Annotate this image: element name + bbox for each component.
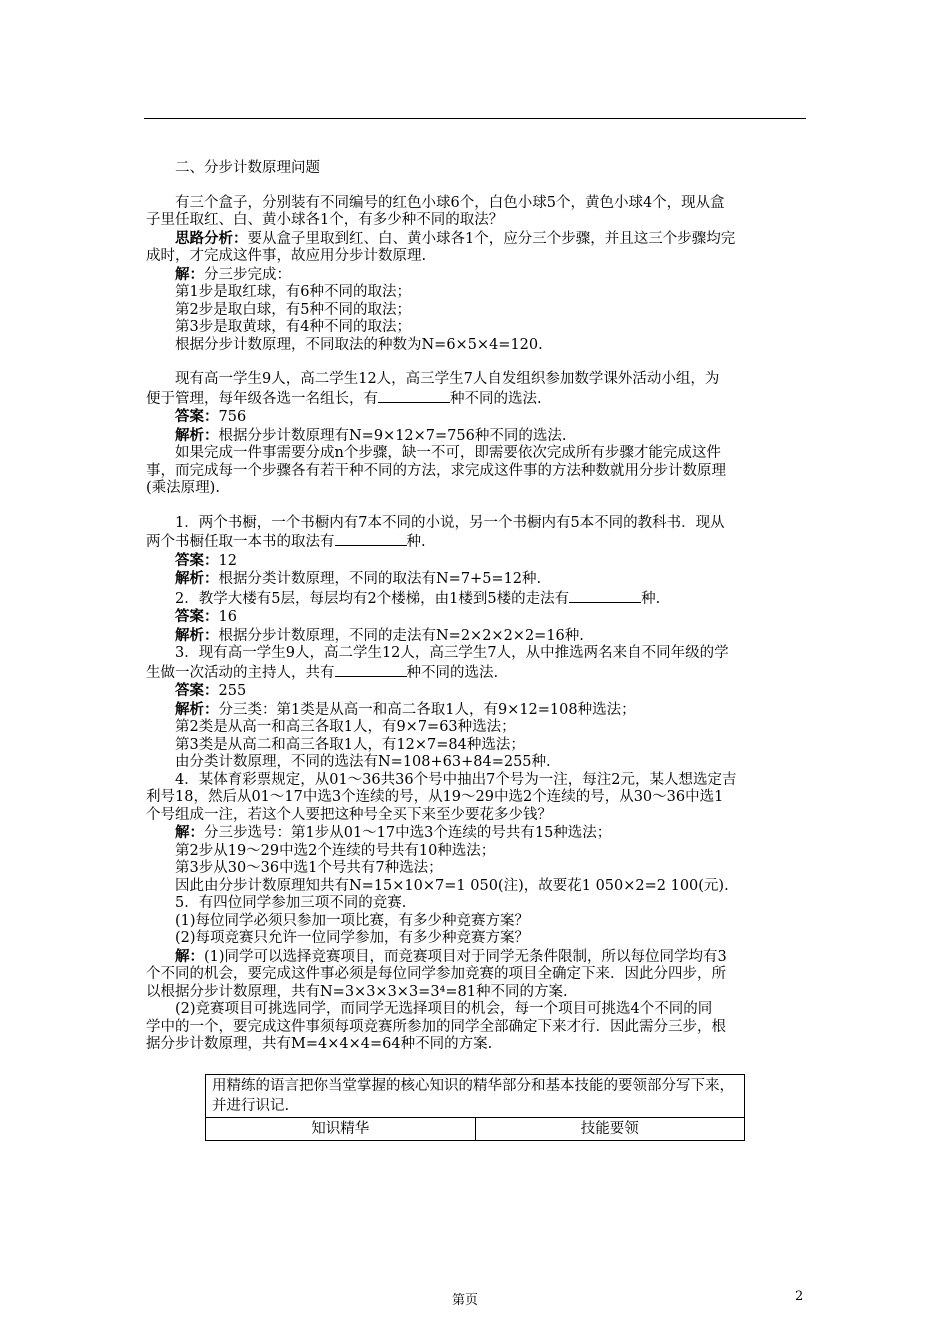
solution-text: (1)同学可以选择竞赛项目，而竞赛项目对于同学无条件限制，所以每位同学均有3 [204, 948, 727, 965]
q1-answer [175, 552, 807, 571]
solution-label: 解： [175, 824, 204, 841]
ex2-explain [175, 427, 807, 446]
q2-part-b: 种. [641, 590, 661, 607]
ex1-question-line2: 子里任取红、白、黄小球各1个，有多少种不同的取法？ [146, 212, 504, 228]
answer-blank [378, 389, 450, 403]
column-knowledge: 知识精华 [206, 1117, 476, 1140]
q3-explain2: 第2类是从高一和高三各取1人，有9×7=63种选法； [175, 719, 516, 735]
q5-solution [175, 948, 807, 967]
summary-line2: 事，而完成每一个步骤各有若干种不同的方法，求完成这件事的方法种数就用分步计数原理 [146, 462, 726, 479]
answer-blank [569, 589, 641, 603]
q4-line1: 4．某体育彩票规定，从01～36共36个号中抽出7个号为一注，每注2元，某人想选定吉 [175, 771, 737, 788]
q4-solution [175, 824, 807, 843]
q4-line3: 个号组成一注，若这个人要把这种号全买下来至少要花多少钱？ [146, 806, 552, 823]
explain-text: 根据分步计数原理，不同的走法有N=2×2×2×2=16种. [218, 627, 584, 644]
answer-label: 答案： [175, 682, 219, 699]
answer-label: 答案： [175, 408, 219, 425]
q5-part2: (2)每项竞赛只允许一位同学参加，有多少种竞赛方案？ [175, 930, 530, 946]
q3-explain [175, 701, 807, 720]
answer-label: 答案： [175, 608, 219, 625]
q3-explain3: 第3类是从高二和高三各取1人，有12×7=84种选法； [175, 736, 525, 753]
q3-explain4: 由分类计数原理，不同的选法有N=108+63+84=255种. [175, 754, 551, 770]
page-number: 2 [795, 1289, 804, 1304]
answer-label: 答案： [175, 551, 219, 569]
q1-explain [175, 570, 807, 589]
explain-text: 分三类：第1类是从高一和高二各取1人，有9×12=108种选法； [218, 701, 636, 718]
q1-part-a: 两个书橱任取一本书的取法有 [146, 534, 335, 550]
ex1-conclusion: 根据分步计数原理，不同取法的种数为N=6×5×4=120. [175, 336, 543, 353]
section-title: 二、分步计数原理问题 [175, 160, 320, 176]
page-label: 第页 [452, 1293, 479, 1308]
q2-part-a: 2．教学大楼有5层，每层均有2个楼梯，由1楼到5楼的走法有 [175, 590, 570, 607]
answer-value: 12 [218, 552, 237, 569]
q1-line2 [146, 532, 807, 552]
ex1-analysis [175, 230, 807, 249]
q5-sol2-line3: 据分步计数原理，共有M=4×4×4=64种不同的方案. [146, 1036, 493, 1052]
header-rule [144, 118, 806, 119]
analysis-text: 要从盒子里取到红、白、黄小球各1个，应分三个步骤，并且这三个步骤均完 [247, 230, 736, 247]
solution-intro: 分三步完成： [204, 266, 291, 283]
q3-line1: 3．现有高一学生9人，高二学生12人，高三学生7人，从中推选两名来自不同年级的学 [175, 645, 729, 661]
solution-label: 解： [175, 947, 204, 965]
ex2-answer [175, 408, 807, 427]
q2-answer [175, 608, 807, 627]
solution-text: 分三步选号：第1步从01～17中选3个连续的号共有15种选法； [204, 825, 612, 841]
summary-table-header: 用精练的语言把你当堂掌握的核心知识的精华部分和基本技能的要领部分写下来，并进行识记. [206, 1074, 745, 1117]
document-body [146, 160, 807, 1141]
ex2-q-part-a: 便于管理，每年级各选一名组长，有 [146, 390, 378, 407]
explain-label: 解析： [175, 570, 219, 587]
q3-answer [175, 682, 807, 701]
explain-text: 根据分步计数原理有N=9×12×7=756种不同的选法. [218, 427, 567, 444]
q3-part-a: 生做一次活动的主持人，共有 [146, 664, 335, 681]
ex1-step1: 第1步是取红球，有6种不同的取法； [175, 284, 411, 300]
answer-value: 16 [218, 609, 237, 625]
ex1-step3: 第3步是取黄球，有4种不同的取法； [175, 319, 411, 335]
summary-line3: (乘法原理). [146, 480, 220, 496]
column-skills: 技能要领 [475, 1117, 745, 1140]
ex1-step2: 第2步是取白球，有5种不同的取法； [175, 301, 411, 318]
ex1-analysis-line2: 成时，才完成这件事，故应用分步计数原理. [146, 248, 427, 264]
analysis-label: 思路分析： [175, 229, 248, 247]
q3-line2 [146, 663, 807, 683]
q1-part-b: 种. [406, 534, 426, 550]
q4-sol4: 因此由分步计数原理知共有N=15×10×7=1 050(注)，故要花1 050×2=2 100(元). [175, 877, 729, 894]
ex1-question-line1: 有三个盒子，分别装有不同编号的红色小球6个，白色小球5个，黄色小球4个，现从盒 [175, 194, 725, 211]
q5-sol2-line1: (2)竞赛项目可挑选同学，而同学无选择项目的机会，每一个项目可挑选4个不同的同 [175, 1001, 713, 1017]
q5-line1: 5．有四位同学参加三项不同的竞赛. [175, 895, 407, 911]
ex1-solution [175, 266, 807, 285]
explain-label: 解析： [175, 426, 219, 444]
q4-line2: 利号18，然后从01～17中选3个连续的号，从19～29中选2个连续的号，从30～36中选1 [146, 789, 724, 805]
q3-part-b: 种不同的选法. [406, 664, 499, 681]
q2-line1 [175, 589, 807, 609]
ex2-q-part-b: 种不同的选法. [450, 390, 542, 407]
answer-blank [335, 663, 407, 677]
ex2-question-line2 [146, 389, 807, 409]
answer-value: 756 [218, 409, 247, 425]
ex2-question-line1: 现有高一学生9人，高二学生12人，高三学生7人自发组织参加数学课外活动小组，为 [175, 371, 720, 387]
q5-sol1-line2: 个不同的机会，要完成这件事必须是每位同学参加竞赛的项目全确定下来．因此分四步，所 [146, 966, 726, 982]
q5-part1: (1)每位同学必须只参加一项比赛，有多少种竞赛方案？ [175, 912, 530, 929]
solution-label: 解： [175, 265, 204, 283]
q5-sol2-line2: 学中的一个，要完成这件事须每项竞赛所参加的同学全部确定下来才行．因此需分三步，根 [146, 1018, 726, 1035]
q4-sol2: 第2步从19～29中选2个连续的号共有10种选法； [175, 842, 496, 859]
explain-label: 解析： [175, 626, 219, 644]
answer-blank [335, 532, 407, 546]
q1-line1: 1．两个书橱，一个书橱内有7本不同的小说，另一个书橱内有5本不同的教科书．现从 [175, 514, 725, 531]
explain-label: 解析： [175, 700, 219, 718]
q5-sol1-line3: 以根据分步计数原理，共有N=3×3×3×3=3⁴=81种不同的方案. [146, 983, 568, 1000]
q4-sol3: 第3步从30～36中选1个号共有7种选法； [175, 860, 443, 876]
summary-line1: 如果完成一件事需要分成n个步骤，缺一不可，即需要依次完成所有步骤才能完成这件 [175, 445, 721, 461]
summary-table [205, 1074, 745, 1141]
explain-text: 根据分类计数原理，不同的取法有N=7+5=12种. [218, 571, 542, 587]
q2-explain [175, 627, 807, 646]
answer-value: 255 [218, 683, 247, 699]
